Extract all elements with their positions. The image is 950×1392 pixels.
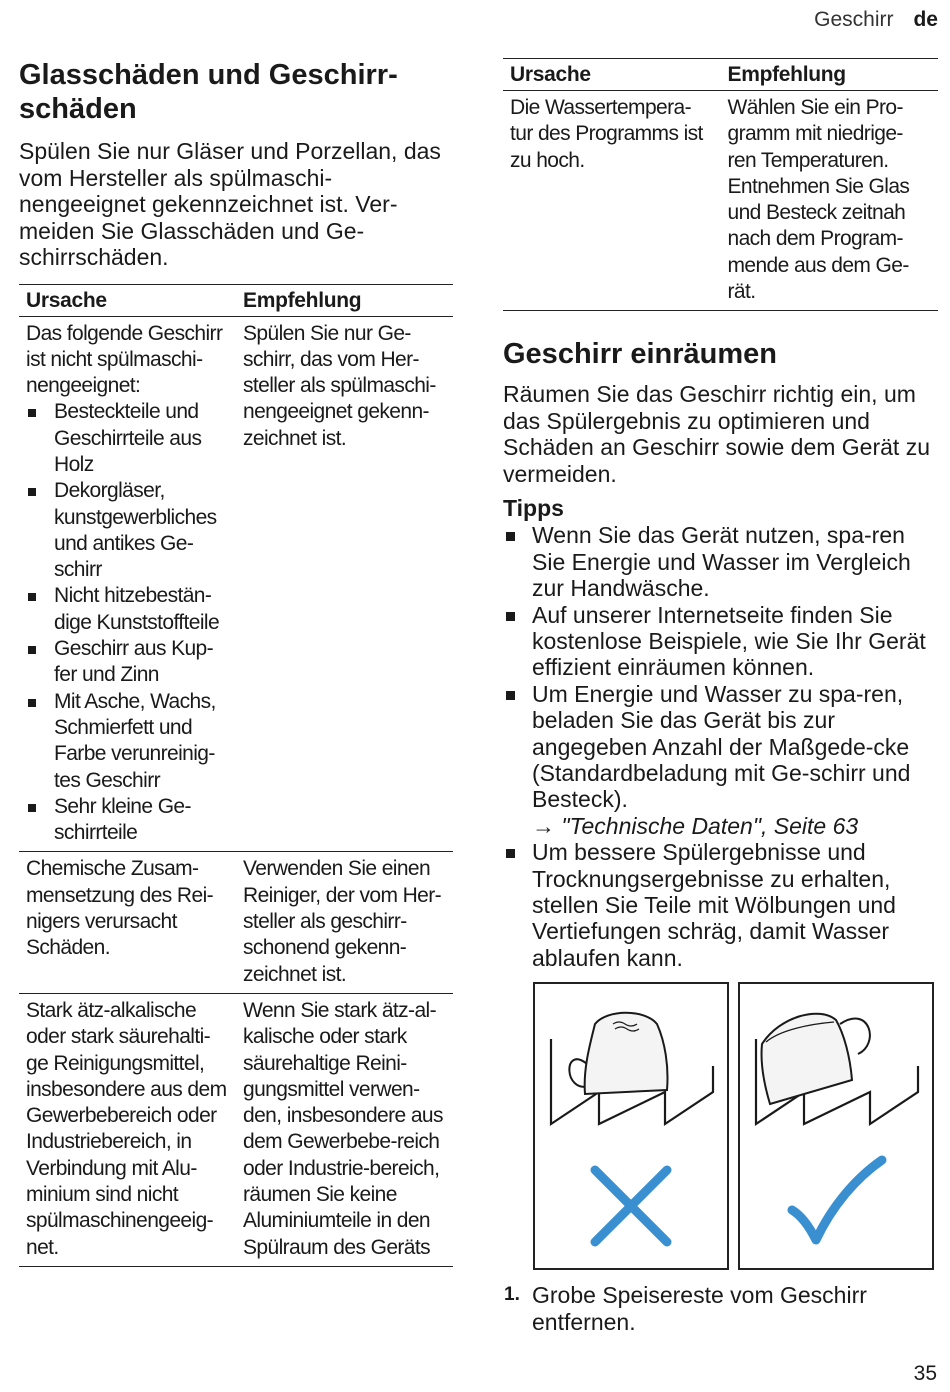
- list-item: Geschirr aus Kup-fer und Zinn: [26, 636, 229, 689]
- tip-item: Auf unserer Internetseite finden Sie kostenlose Beispiele, wie Sie Ihr Gerät effizient einräumen können.: [503, 602, 938, 681]
- step-number: 1.: [504, 1284, 520, 1306]
- section-title-glass-damage: Glasschäden und Geschirr-schäden: [19, 59, 398, 125]
- table-header-row: [503, 59, 938, 91]
- page-header: [814, 8, 938, 32]
- cause-cell: Die Wassertempera-tur des Programms ist zu hoch.: [503, 91, 721, 311]
- tip-item: [503, 681, 938, 839]
- correct-loading-figure: [738, 982, 934, 1270]
- list-item: Mit Asche, Wachs, Schmierfett und Farbe verunreinig-tes Geschirr: [26, 689, 229, 794]
- cup-upright-illustration: [535, 984, 727, 1268]
- list-item: Nicht hitzebestän-dige Kunststoffteile: [26, 583, 229, 636]
- table-row: [19, 993, 453, 1266]
- tip-item: Um bessere Spülergebnisse und Trocknungsergebnisse zu erhalten, stellen Sie Teile mit Wölbungen und Vertiefungen schräg, damit Wasser ablaufen kann.: [503, 839, 938, 971]
- cup-tilted-illustration: [740, 984, 932, 1268]
- step-text: Grobe Speisereste vom Geschirr entfernen.: [532, 1282, 867, 1335]
- glass-damage-table: [19, 284, 453, 1267]
- cause-text: Das folgende Geschirr ist nicht spülmaschi-nengeeignet:: [26, 321, 223, 398]
- glass-damage-intro: Spülen Sie nur Gläser und Porzellan, das vom Hersteller als spülmaschi-nengeeignet gekennzeichnet ist. Ver-meiden Sie Glasschäden und Ge-schirrschäden.: [19, 138, 441, 270]
- list-item: Besteckteile und Geschirrteile aus Holz: [26, 399, 229, 478]
- cause-cell: [19, 316, 236, 852]
- recommendation-cell: Verwenden Sie einen Reiniger, der vom Her-steller als geschirr-schonend gekenn-zeichnet ist.: [236, 852, 453, 993]
- cross-reference-link[interactable]: → "Technische Daten", Seite 63: [532, 812, 859, 839]
- column-header-cause: Ursache: [19, 284, 236, 316]
- column-header-recommendation: Empfehlung: [721, 59, 939, 91]
- temperature-table: [503, 58, 938, 311]
- list-item: Sehr kleine Ge-schirrteile: [26, 794, 229, 847]
- column-header-recommendation: Empfehlung: [236, 284, 453, 316]
- table-row: [19, 316, 453, 852]
- loading-illustrations: [533, 982, 938, 1270]
- cause-cell: Stark ätz-alkalische oder stark säurehalti-ge Reinigungsmittel, insbesondere aus dem Gewerbebereich oder Industriebereich, in Verbindung mit Alu-minium sind nicht spülmaschinengeeig-net.: [19, 993, 236, 1266]
- column-header-cause: Ursache: [503, 59, 721, 91]
- left-column: [19, 58, 453, 1267]
- header-section: Geschirr: [814, 8, 894, 31]
- recommendation-cell: Wählen Sie ein Pro-gramm mit niedrige-ren Temperaturen. Entnehmen Sie Glas und Besteck zeitnah nach dem Program-mende aus dem Ge-rät.: [721, 91, 939, 311]
- section-title-loading: Geschirr einräumen: [503, 338, 777, 371]
- checkmark-icon: [792, 1160, 882, 1240]
- tip-text: Um Energie und Wasser zu spa-ren, beladen Sie das Gerät bis zur angegeben Anzahl der Maßgede-cke (Standardbeladung mit Ge-schirr und Besteck).: [532, 680, 911, 813]
- page-number: 35: [913, 1362, 937, 1385]
- tips-list: [503, 522, 938, 971]
- header-language: de: [913, 8, 938, 31]
- list-item: Dekorgläser, kunstgewerbliches und antikes Ge-schirr: [26, 478, 229, 583]
- wrong-loading-figure: [533, 982, 729, 1270]
- tips-heading: Tipps: [503, 495, 564, 522]
- table-header-row: [19, 284, 453, 316]
- unsuitable-items-list: [26, 399, 229, 846]
- cross-icon: [595, 1170, 667, 1242]
- right-column: [503, 58, 938, 1335]
- loading-intro: Räumen Sie das Geschirr richtig ein, um das Spülergebnis zu optimieren und Schäden an Geschirr sowie dem Gerät zu vermeiden.: [503, 381, 930, 487]
- step-1: [503, 1282, 938, 1335]
- table-row: [503, 91, 938, 311]
- recommendation-cell: Spülen Sie nur Ge-schirr, das vom Her-steller als spülmaschi-nengeeignet gekenn-zeichnet ist.: [236, 316, 453, 852]
- tip-item: Wenn Sie das Gerät nutzen, spa-ren Sie Energie und Wasser im Vergleich zur Handwäsche.: [503, 522, 938, 601]
- table-row: [19, 852, 453, 993]
- recommendation-cell: Wenn Sie stark ätz-al-kalische oder stark säurehaltige Reini-gungsmittel verwen-den, insbesondere aus dem Gewerbebe-reich oder Industrie-bereich, räumen Sie keine Aluminiumteile in den Spülraum des Geräts: [236, 993, 453, 1266]
- cause-cell: Chemische Zusam-mensetzung des Rei-nigers verursacht Schäden.: [19, 852, 236, 993]
